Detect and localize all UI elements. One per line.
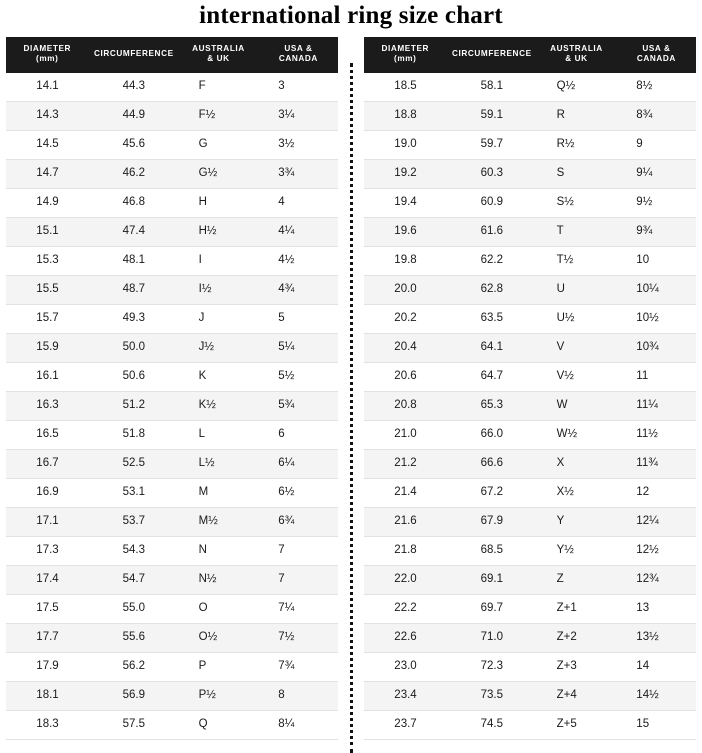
cell-diameter: 23.0 [364, 652, 447, 681]
table-row [364, 478, 696, 507]
cell-circumference: 64.1 [447, 333, 537, 362]
cell-diameter: 21.2 [364, 449, 447, 478]
cell-usa-canada: 4¾ [258, 275, 338, 304]
table-row [6, 594, 338, 623]
cell-usa-canada: 4 [258, 188, 338, 217]
cell-australia-uk: O½ [179, 623, 259, 652]
cell-australia-uk: K½ [179, 391, 259, 420]
cell-usa-canada: 9¼ [616, 159, 696, 188]
ring-size-table-left [6, 37, 338, 740]
cell-australia-uk: Z+5 [537, 710, 617, 739]
cell-circumference: 47.4 [89, 217, 179, 246]
table-row [364, 333, 696, 362]
column-header-diameter [364, 37, 447, 73]
cell-australia-uk: S [537, 159, 617, 188]
cell-circumference: 44.9 [89, 101, 179, 130]
cell-circumference: 62.2 [447, 246, 537, 275]
cell-australia-uk: G½ [179, 159, 259, 188]
cell-usa-canada: 14½ [616, 681, 696, 710]
cell-diameter: 16.9 [6, 478, 89, 507]
cell-diameter: 14.9 [6, 188, 89, 217]
diameter-label-line2: (mm) [394, 54, 417, 64]
cell-circumference: 56.2 [89, 652, 179, 681]
cell-diameter: 18.1 [6, 681, 89, 710]
table-row [6, 217, 338, 246]
cell-diameter: 21.8 [364, 536, 447, 565]
cell-usa-canada: 5¼ [258, 333, 338, 362]
table-right-header [364, 37, 696, 73]
table-row [6, 275, 338, 304]
cell-australia-uk: U [537, 275, 617, 304]
ring-size-table-right [364, 37, 696, 740]
cell-diameter: 18.8 [364, 101, 447, 130]
table-row [364, 188, 696, 217]
usa-label-line2: CANADA [278, 54, 318, 64]
cell-usa-canada: 11¼ [616, 391, 696, 420]
cell-circumference: 48.7 [89, 275, 179, 304]
table-row [364, 449, 696, 478]
cell-usa-canada: 10 [616, 246, 696, 275]
column-header-usa-canada [616, 37, 696, 73]
cell-usa-canada: 13½ [616, 623, 696, 652]
table-row [6, 710, 338, 739]
cell-diameter: 19.2 [364, 159, 447, 188]
table-row [6, 188, 338, 217]
cell-australia-uk: J [179, 304, 259, 333]
page-title: international ring size chart [199, 2, 503, 29]
cell-australia-uk: T½ [537, 246, 617, 275]
cell-usa-canada: 6¼ [258, 449, 338, 478]
cell-diameter: 20.2 [364, 304, 447, 333]
table-row [364, 159, 696, 188]
table-row [364, 623, 696, 652]
cell-circumference: 59.1 [447, 101, 537, 130]
cell-australia-uk: S½ [537, 188, 617, 217]
table-header-row [6, 37, 338, 73]
cell-circumference: 67.9 [447, 507, 537, 536]
cell-diameter: 15.9 [6, 333, 89, 362]
cell-australia-uk: Z+3 [537, 652, 617, 681]
cell-circumference: 55.0 [89, 594, 179, 623]
table-row [364, 507, 696, 536]
cell-usa-canada: 13 [616, 594, 696, 623]
cell-diameter: 18.3 [6, 710, 89, 739]
cell-circumference: 52.5 [89, 449, 179, 478]
table-left-wrapper [6, 37, 338, 740]
cell-circumference: 69.1 [447, 565, 537, 594]
australia-label-line1: AUSTRALIA [550, 44, 603, 53]
table-row [6, 333, 338, 362]
cell-diameter: 15.7 [6, 304, 89, 333]
cell-circumference: 53.7 [89, 507, 179, 536]
cell-australia-uk: I [179, 246, 259, 275]
column-header-diameter [6, 37, 89, 73]
cell-diameter: 14.1 [6, 73, 89, 102]
cell-australia-uk: Q½ [537, 73, 617, 102]
cell-usa-canada: 7¼ [258, 594, 338, 623]
usa-label-line1: USA & [642, 44, 671, 53]
cell-usa-canada: 4¼ [258, 217, 338, 246]
cell-australia-uk: W [537, 391, 617, 420]
cell-usa-canada: 4½ [258, 246, 338, 275]
ring-size-chart-page [0, 2, 702, 749]
cell-diameter: 14.7 [6, 159, 89, 188]
cell-circumference: 64.7 [447, 362, 537, 391]
australia-label-line1: AUSTRALIA [192, 44, 245, 53]
cell-circumference: 60.9 [447, 188, 537, 217]
cell-australia-uk: M½ [179, 507, 259, 536]
cell-usa-canada: 5 [258, 304, 338, 333]
column-header-australia-uk [537, 37, 617, 73]
cell-usa-canada: 3 [258, 73, 338, 102]
cell-australia-uk: Q [179, 710, 259, 739]
cell-australia-uk: G [179, 130, 259, 159]
cell-usa-canada: 12¾ [616, 565, 696, 594]
cell-circumference: 69.7 [447, 594, 537, 623]
cell-circumference: 55.6 [89, 623, 179, 652]
table-row [6, 565, 338, 594]
cell-australia-uk: R [537, 101, 617, 130]
cell-australia-uk: U½ [537, 304, 617, 333]
cell-diameter: 21.4 [364, 478, 447, 507]
cell-australia-uk: Z+2 [537, 623, 617, 652]
cell-australia-uk: V½ [537, 362, 617, 391]
cell-australia-uk: T [537, 217, 617, 246]
column-header-usa-canada [258, 37, 338, 73]
cell-circumference: 44.3 [89, 73, 179, 102]
cell-diameter: 21.0 [364, 420, 447, 449]
cell-diameter: 23.4 [364, 681, 447, 710]
cell-usa-canada: 7 [258, 565, 338, 594]
cell-diameter: 20.0 [364, 275, 447, 304]
cell-australia-uk: F½ [179, 101, 259, 130]
cell-diameter: 19.8 [364, 246, 447, 275]
cell-usa-canada: 9¾ [616, 217, 696, 246]
cell-circumference: 59.7 [447, 130, 537, 159]
cell-australia-uk: L½ [179, 449, 259, 478]
cell-australia-uk: N [179, 536, 259, 565]
table-row [6, 246, 338, 275]
column-header-australia-uk [179, 37, 259, 73]
cell-diameter: 15.3 [6, 246, 89, 275]
cell-australia-uk: Z [537, 565, 617, 594]
cell-circumference: 63.5 [447, 304, 537, 333]
cell-circumference: 62.8 [447, 275, 537, 304]
cell-diameter: 16.7 [6, 449, 89, 478]
table-row [364, 246, 696, 275]
table-row [364, 130, 696, 159]
cell-usa-canada: 12 [616, 478, 696, 507]
cell-usa-canada: 7 [258, 536, 338, 565]
cell-diameter: 16.5 [6, 420, 89, 449]
cell-diameter: 17.9 [6, 652, 89, 681]
cell-circumference: 45.6 [89, 130, 179, 159]
cell-usa-canada: 8 [258, 681, 338, 710]
table-row [6, 681, 338, 710]
cell-australia-uk: O [179, 594, 259, 623]
diameter-label-line1: DIAMETER [23, 44, 72, 53]
cell-circumference: 60.3 [447, 159, 537, 188]
table-row [6, 304, 338, 333]
cell-australia-uk: H [179, 188, 259, 217]
table-row [364, 420, 696, 449]
cell-circumference: 57.5 [89, 710, 179, 739]
table-row [6, 362, 338, 391]
table-row [364, 275, 696, 304]
usa-label-line2: CANADA [636, 54, 676, 64]
table-row [364, 681, 696, 710]
cell-circumference: 66.6 [447, 449, 537, 478]
cell-circumference: 74.5 [447, 710, 537, 739]
cell-australia-uk: Y½ [537, 536, 617, 565]
cell-circumference: 48.1 [89, 246, 179, 275]
cell-diameter: 17.4 [6, 565, 89, 594]
table-row [364, 565, 696, 594]
cell-usa-canada: 11 [616, 362, 696, 391]
table-row [6, 623, 338, 652]
cell-usa-canada: 8½ [616, 73, 696, 102]
cell-diameter: 20.8 [364, 391, 447, 420]
cell-diameter: 15.5 [6, 275, 89, 304]
cell-usa-canada: 5¾ [258, 391, 338, 420]
cell-circumference: 73.5 [447, 681, 537, 710]
cell-circumference: 50.0 [89, 333, 179, 362]
cell-usa-canada: 12¼ [616, 507, 696, 536]
cell-australia-uk: P½ [179, 681, 259, 710]
table-row [6, 536, 338, 565]
cell-circumference: 54.3 [89, 536, 179, 565]
table-row [364, 101, 696, 130]
cell-diameter: 17.1 [6, 507, 89, 536]
table-row [6, 101, 338, 130]
cell-usa-canada: 10¾ [616, 333, 696, 362]
cell-diameter: 22.0 [364, 565, 447, 594]
table-row [6, 130, 338, 159]
cell-diameter: 19.4 [364, 188, 447, 217]
table-row [364, 652, 696, 681]
table-row [364, 217, 696, 246]
cell-circumference: 56.9 [89, 681, 179, 710]
column-header-circumference [89, 37, 179, 73]
cell-circumference: 61.6 [447, 217, 537, 246]
cell-usa-canada: 7½ [258, 623, 338, 652]
cell-australia-uk: N½ [179, 565, 259, 594]
table-row [6, 420, 338, 449]
table-row [364, 594, 696, 623]
cell-australia-uk: Z+1 [537, 594, 617, 623]
cell-diameter: 23.7 [364, 710, 447, 739]
cell-australia-uk: P [179, 652, 259, 681]
cell-australia-uk: M [179, 478, 259, 507]
circumference-label: CIRCUMFERENCE [93, 49, 174, 59]
cell-australia-uk: K [179, 362, 259, 391]
cell-circumference: 71.0 [447, 623, 537, 652]
cell-usa-canada: 15 [616, 710, 696, 739]
table-row [6, 652, 338, 681]
cell-usa-canada: 7¾ [258, 652, 338, 681]
cell-australia-uk: W½ [537, 420, 617, 449]
cell-diameter: 22.6 [364, 623, 447, 652]
cell-usa-canada: 3½ [258, 130, 338, 159]
table-row [6, 507, 338, 536]
cell-usa-canada: 8¼ [258, 710, 338, 739]
cell-australia-uk: X½ [537, 478, 617, 507]
cell-australia-uk: R½ [537, 130, 617, 159]
cell-diameter: 21.6 [364, 507, 447, 536]
cell-circumference: 72.3 [447, 652, 537, 681]
australia-label-line2: & UK [565, 54, 588, 64]
table-row [364, 391, 696, 420]
cell-circumference: 51.8 [89, 420, 179, 449]
cell-diameter: 17.5 [6, 594, 89, 623]
cell-australia-uk: F [179, 73, 259, 102]
diameter-label-line1: DIAMETER [381, 44, 430, 53]
table-left-body [6, 73, 338, 740]
cell-circumference: 46.2 [89, 159, 179, 188]
cell-usa-canada: 6½ [258, 478, 338, 507]
table-right-body [364, 73, 696, 740]
cell-circumference: 49.3 [89, 304, 179, 333]
cell-diameter: 18.5 [364, 73, 447, 102]
cell-circumference: 54.7 [89, 565, 179, 594]
table-row [364, 536, 696, 565]
cell-australia-uk: Z+4 [537, 681, 617, 710]
australia-label-line2: & UK [207, 54, 230, 64]
cell-circumference: 51.2 [89, 391, 179, 420]
cell-diameter: 19.6 [364, 217, 447, 246]
cell-diameter: 19.0 [364, 130, 447, 159]
cell-circumference: 53.1 [89, 478, 179, 507]
cell-australia-uk: X [537, 449, 617, 478]
cell-diameter: 16.3 [6, 391, 89, 420]
cell-diameter: 20.6 [364, 362, 447, 391]
cell-circumference: 65.3 [447, 391, 537, 420]
cell-australia-uk: J½ [179, 333, 259, 362]
cell-australia-uk: I½ [179, 275, 259, 304]
tables-container [0, 37, 702, 753]
cell-diameter: 15.1 [6, 217, 89, 246]
cell-usa-canada: 11¾ [616, 449, 696, 478]
table-row [6, 159, 338, 188]
cell-usa-canada: 10¼ [616, 275, 696, 304]
cell-usa-canada: 12½ [616, 536, 696, 565]
cell-usa-canada: 6 [258, 420, 338, 449]
cell-australia-uk: L [179, 420, 259, 449]
divider-dotted-line [350, 63, 353, 753]
cell-circumference: 46.8 [89, 188, 179, 217]
cell-circumference: 67.2 [447, 478, 537, 507]
cell-usa-canada: 9½ [616, 188, 696, 217]
cell-usa-canada: 3¼ [258, 101, 338, 130]
table-row [6, 449, 338, 478]
cell-circumference: 58.1 [447, 73, 537, 102]
cell-diameter: 20.4 [364, 333, 447, 362]
table-header-row [364, 37, 696, 73]
cell-usa-canada: 5½ [258, 362, 338, 391]
cell-usa-canada: 11½ [616, 420, 696, 449]
cell-australia-uk: Y [537, 507, 617, 536]
cell-usa-canada: 8¾ [616, 101, 696, 130]
table-row [364, 73, 696, 102]
table-left-header [6, 37, 338, 73]
cell-circumference: 66.0 [447, 420, 537, 449]
cell-diameter: 14.3 [6, 101, 89, 130]
diameter-label-line2: (mm) [36, 54, 59, 64]
usa-label-line1: USA & [284, 44, 313, 53]
table-row [364, 362, 696, 391]
cell-usa-canada: 6¾ [258, 507, 338, 536]
cell-usa-canada: 9 [616, 130, 696, 159]
cell-usa-canada: 3¾ [258, 159, 338, 188]
table-row [6, 391, 338, 420]
cell-usa-canada: 10½ [616, 304, 696, 333]
center-divider [346, 37, 356, 753]
table-row [364, 304, 696, 333]
cell-circumference: 68.5 [447, 536, 537, 565]
cell-usa-canada: 14 [616, 652, 696, 681]
cell-diameter: 16.1 [6, 362, 89, 391]
cell-diameter: 17.3 [6, 536, 89, 565]
cell-circumference: 50.6 [89, 362, 179, 391]
cell-diameter: 14.5 [6, 130, 89, 159]
table-row [364, 710, 696, 739]
cell-diameter: 22.2 [364, 594, 447, 623]
column-header-circumference [447, 37, 537, 73]
table-row [6, 73, 338, 102]
table-row [6, 478, 338, 507]
cell-australia-uk: V [537, 333, 617, 362]
cell-diameter: 17.7 [6, 623, 89, 652]
cell-australia-uk: H½ [179, 217, 259, 246]
table-right-wrapper [364, 37, 696, 740]
circumference-label: CIRCUMFERENCE [451, 49, 532, 59]
